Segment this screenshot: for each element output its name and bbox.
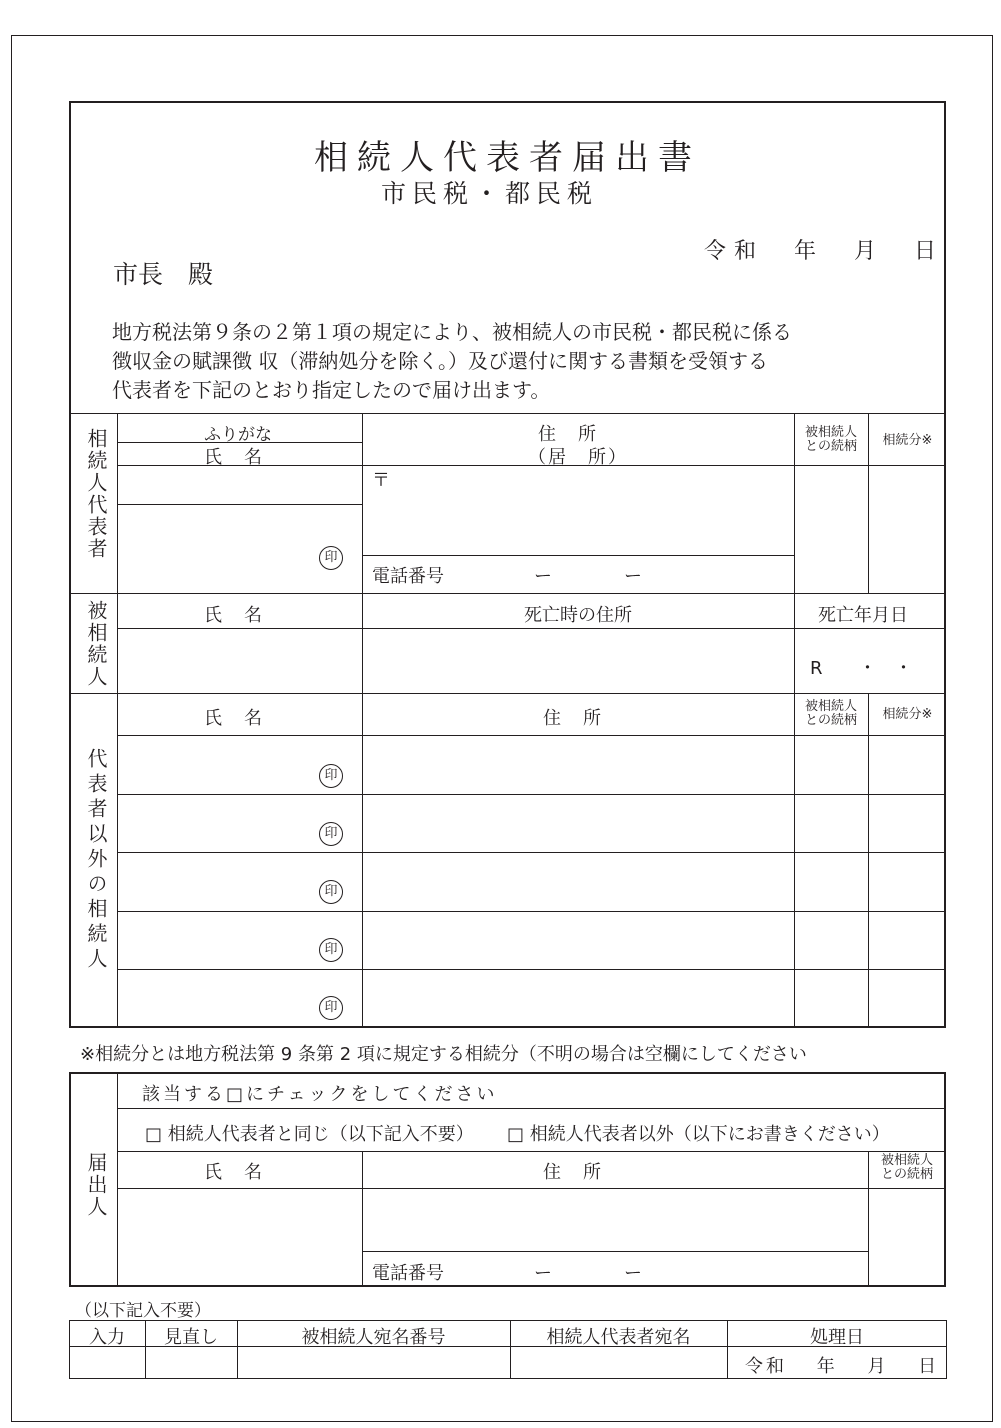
rule-rep-addr-rel [794,413,795,593]
office-header-representative-name: 相続人代表者宛名 [546,1327,691,1348]
rep-furigana-header: ふりがな [204,425,272,445]
office-header-deceased-number: 被相続人宛名番号 [301,1327,446,1348]
heirs-name-header: 氏 名 [204,708,264,729]
heir-stamp-4: 印 [319,938,343,962]
addressee: 市長 殿 [113,260,214,289]
rule-dec-header [117,628,946,629]
notifier-option-same[interactable]: □ 相続人代表者と同じ（以下記入不要） [145,1124,474,1145]
rep-stamp-mark: 印 [319,546,343,570]
rule-rep-name-split [117,504,362,505]
notifier-address-header: 住 所 [543,1162,603,1183]
rule-dec-bottom [69,693,946,694]
rule-rep-top [69,413,946,414]
deceased-side-label: 被相続人 [84,600,108,688]
deceased-address-header: 死亡時の住所 [524,605,632,626]
rule-heirs-name-addr [362,693,363,1028]
rep-phone-label: 電話番号 [372,566,444,587]
deceased-name-header: 氏 名 [204,605,264,626]
intro-line-2: 徴収金の賦課徴 収（滞納処分を除く。）及び還付に関する書類を受領する [112,349,768,373]
rep-address-sub: （居 所） [528,447,628,468]
rep-relation-header: 被相続人 との続柄 [804,425,857,454]
heirs-side-label: 代表者以外の相続人 [84,748,108,973]
rule-notifier-phone [362,1251,868,1252]
notifier-option-other[interactable]: □ 相続人代表者以外（以下にお書きください） [507,1124,890,1145]
share-footnote: ※相続分とは地方税法第 9 条第 2 項に規定する相続分（不明の場合は空欄にしてください [80,1044,807,1065]
office-header-review: 見直し [164,1327,218,1348]
heirs-share-header: 相続分※ [882,707,933,722]
rule-notifier-side [117,1072,118,1287]
notifier-instruction: 該当する□にチェックをしてください [142,1084,498,1105]
office-date-value: 令和 年 月 日 [745,1356,940,1377]
rep-address-header: 住 所 [538,424,598,445]
notifier-name-header: 氏 名 [204,1162,264,1183]
rule-dec-addr-date [794,593,795,693]
rep-share-header: 相続分※ [882,433,933,448]
intro-line-3: 代表者を下記のとおり指定したので届け出ます。 [112,378,551,402]
rep-side-label: 相続人代表者 [84,428,108,560]
notifier-phone-label: 電話番号 [372,1263,444,1284]
rule-notifier-header [117,1188,946,1189]
heirs-relation-header: 被相続人 との続柄 [804,699,857,728]
deceased-date-value: R ・ ・ [810,658,913,679]
heir-stamp-5: 印 [319,996,343,1020]
rule-heirs-row-3 [117,911,946,912]
rule-notifier-options [117,1151,946,1152]
rep-phone-separators: ー ー [534,566,642,587]
heir-stamp-2: 印 [319,822,343,846]
rule-dec-side [117,593,118,693]
rule-dec-name-addr [362,593,363,693]
form-title: 相続人代表者届出書 [314,138,701,178]
deceased-date-header: 死亡年月日 [818,605,908,626]
notifier-phone-separators: ー ー [534,1263,642,1284]
rule-heirs-row-1 [117,794,946,795]
rule-heirs-addr-rel [794,693,795,1028]
office-use-note: （以下記入不要） [75,1301,211,1321]
rule-heirs-row-2 [117,852,946,853]
rule-notifier-instruction [117,1108,946,1109]
rule-heirs-row-4 [117,969,946,970]
notifier-relation-header: 被相続人 との続柄 [880,1153,933,1182]
notifier-side-label: 届出人 [84,1152,108,1218]
rule-notifier-addr-rel [868,1151,869,1287]
rep-name-header: 氏 名 [204,447,264,468]
rule-heirs-side [117,693,118,1028]
date-line: 令和 年 月 日 [704,239,945,264]
heir-stamp-1: 印 [319,764,343,788]
office-header-input: 入力 [89,1327,125,1348]
heir-stamp-3: 印 [319,880,343,904]
rule-rep-name-addr [362,413,363,593]
office-header-process-date: 処理日 [810,1327,864,1348]
rule-rep-phone [362,555,794,556]
rule-heirs-header [117,735,946,736]
intro-line-1: 地方税法第９条の２第１項の規定により、被相続人の市民税・都民税に係る [112,320,792,344]
rule-notifier-name-addr [362,1151,363,1287]
heirs-address-header: 住 所 [543,708,603,729]
rule-rep-bottom [69,593,946,594]
rule-heirs-rel-share [868,693,869,1028]
rule-rep-side [117,413,118,593]
form-subtitle: 市民税・都民税 [381,179,599,208]
rep-postal-mark: 〒 [372,470,390,491]
